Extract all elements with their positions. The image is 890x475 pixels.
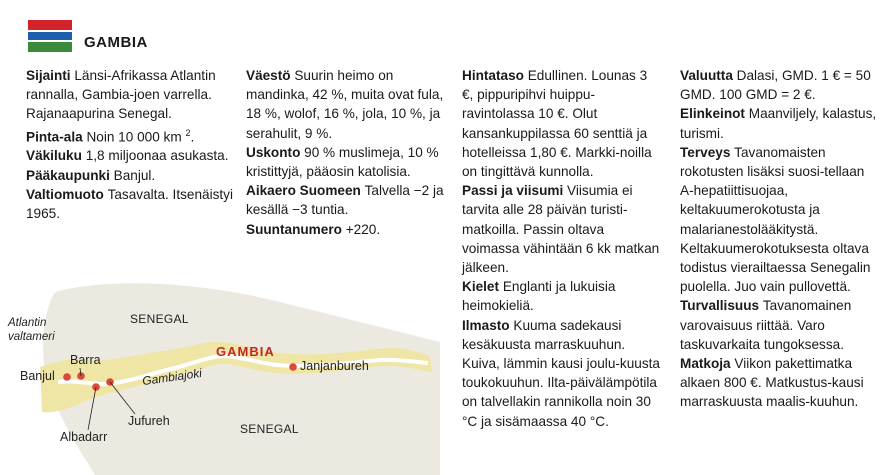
valuutta-text: Dalasi, GMD. 1 € = 50 GMD. 100 GMD = 2 €.	[680, 68, 871, 103]
valuutta-label: Valuutta	[680, 68, 733, 83]
aikaero-text: Talvella −2 ja kesällä −3 tuntia.	[246, 183, 444, 218]
vaesto-text: Suurin heimo on mandinka, 42 %, muita ovat fula, 18 %, wolof, 16 %, jola, 10 %, ja serahulit, 9 %.	[246, 68, 444, 141]
kielet-entry	[462, 277, 660, 315]
suuntanumero-label: Suuntanumero	[246, 221, 342, 237]
sijainti-label: Sijainti	[26, 68, 71, 83]
city-label-albadarr: Albadarr	[60, 430, 108, 444]
uskonto-label: Uskonto	[246, 144, 301, 160]
terveys-text: Tavanomaisten rokotusten lisäksi suosi-tellaan A-hepatiittisuojaa, keltakuumerokotusta ja malarianestolääkitystä. Keltakuumerokotuksesta oltava todistus vierailtaessa Senegalin puolella. Juo vain pullovettä.	[680, 144, 871, 295]
turvallisuus-entry	[680, 296, 880, 354]
uskonto-text: 90 % muslimeja, 10 % kristittyjä, pääosin katolisia.	[246, 144, 439, 180]
senegal-north-label: SENEGAL	[130, 312, 189, 326]
elinkeinot-text: Maanviljely, kalastus, turismi.	[680, 106, 877, 141]
pinta-ala-text: Noin 10 000 km	[86, 129, 182, 145]
city-label-barra: Barra	[70, 353, 101, 367]
ilmasto-label: Ilmasto	[462, 317, 510, 333]
valtiomuoto-entry	[26, 185, 236, 223]
info-column-3	[462, 66, 660, 431]
ilmasto-entry	[462, 316, 660, 431]
vaesto-label: Väestö	[246, 68, 291, 83]
terveys-entry	[680, 143, 880, 297]
info-column-1	[26, 66, 236, 223]
gambia-map	[0, 262, 440, 475]
terveys-label: Terveys	[680, 144, 731, 160]
sijainti-text: Länsi-Afrikassa Atlantin rannalla, Gambia-joen varrella. Rajanaapurina Senegal.	[26, 68, 216, 122]
ocean-label: Atlantin valtameri	[8, 317, 55, 343]
vakiluku-entry	[26, 146, 236, 165]
vaesto-entry	[246, 66, 446, 143]
pinta-ala-sup: 2	[185, 127, 191, 138]
uskonto-entry	[246, 143, 446, 181]
vakiluku-text: 1,8 miljoonaa asukasta.	[85, 148, 229, 164]
valtiomuoto-label: Valtiomuoto	[26, 186, 104, 202]
ilmasto-text: Kuuma sadekausi kesäkuusta marraskuuhun. Kuiva, lämmin kausi joulu-kuusta toukokuuhun. Ilta-päivälämpötila on talvellakin rannikolla noin 30 °C ja sisämaassa 40 °C.	[462, 317, 660, 429]
kielet-label: Kielet	[462, 279, 500, 295]
info-column-2	[246, 66, 446, 239]
pinta-ala-entry	[26, 124, 236, 147]
city-label-janjanbureh: Janjanbureh	[300, 359, 369, 373]
sijainti-entry	[26, 66, 236, 124]
banjul-marker	[63, 373, 71, 381]
kielet-text: Englanti ja lukuisia heimokieliä.	[462, 279, 616, 314]
paakaupunki-text: Banjul.	[113, 167, 156, 183]
page-title: GAMBIA	[84, 34, 148, 51]
passi-label: Passi ja viisumi	[462, 183, 564, 199]
elinkeinot-label: Elinkeinot	[680, 106, 745, 122]
senegal-south-label: SENEGAL	[240, 422, 299, 436]
info-column-4	[680, 66, 880, 412]
city-label-jufureh: Jufureh	[128, 414, 170, 428]
aikaero-entry	[246, 181, 446, 219]
turvallisuus-text: Tavanomainen varovaisuus riittää. Varo taskuvarkaita tungoksessa.	[680, 298, 852, 352]
valuutta-entry	[680, 66, 880, 104]
matkoja-label: Matkoja	[680, 356, 731, 372]
suuntanumero-text: +220.	[345, 221, 381, 237]
janjanbureh-marker	[289, 363, 297, 371]
passi-entry	[462, 181, 660, 277]
valtiomuoto-text: Tasavalta. Itsenäistyi 1965.	[26, 186, 234, 221]
matkoja-text: Viikon pakettimatka alkaen 800 €. Matkustus-kausi marraskuusta maalis-kuuhun.	[680, 356, 864, 410]
turvallisuus-label: Turvallisuus	[680, 298, 760, 314]
elinkeinot-entry	[680, 104, 880, 142]
matkoja-entry	[680, 354, 880, 412]
gambia-flag-icon	[28, 20, 72, 54]
paakaupunki-label: Pääkaupunki	[26, 167, 110, 183]
hintataso-label: Hintataso	[462, 68, 524, 83]
paakaupunki-entry	[26, 166, 236, 185]
hintataso-entry	[462, 66, 660, 181]
pinta-ala-end: .	[190, 129, 195, 145]
city-label-banjul: Banjul	[20, 369, 55, 383]
suuntanumero-entry	[246, 220, 446, 239]
river-label: Gambiajoki	[141, 365, 203, 389]
pinta-ala-label: Pinta-ala	[26, 129, 83, 145]
gambia-map-label: GAMBIA	[216, 344, 275, 359]
hintataso-text: Edullinen. Lounas 3 €, pippuripihvi huippu-ravintolassa 10 €. Olut kansankuppilassa 60 senttiä ja hotelleissa 1,80 €. Markki-noilla on tingittävä kunnolla.	[462, 68, 652, 180]
aikaero-label: Aikaero Suomeen	[246, 183, 361, 199]
passi-text: Viisumia ei tarvita alle 28 päivän turisti-matkoilla. Passin oltava voimassa vähintään 6 kk matkan jälkeen.	[462, 183, 660, 276]
vakiluku-label: Väkiluku	[26, 148, 82, 164]
